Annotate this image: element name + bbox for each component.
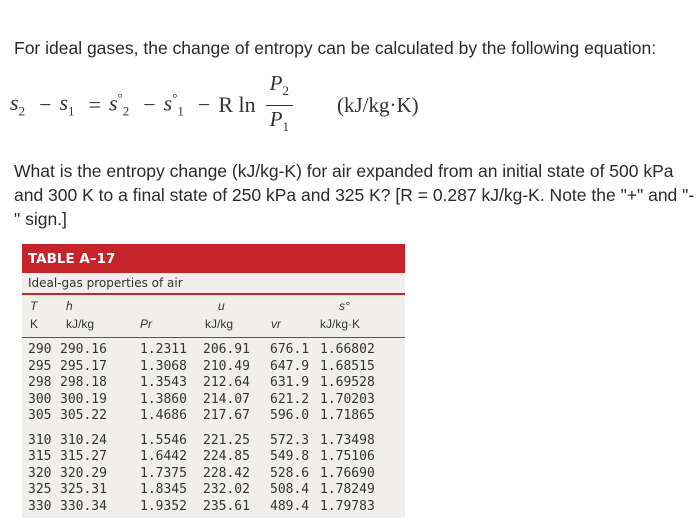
table-cell-s: 1.71865 <box>320 408 375 423</box>
table-cell-u: 210.49 <box>203 358 250 374</box>
table-cell-s: 1.76690 <box>320 465 375 481</box>
header-vr: vr <box>271 317 281 331</box>
table-cell-pr: 1.2311 <box>140 342 187 357</box>
table-cell-pr: 1.3068 <box>140 358 187 374</box>
table-cell-s: 1.70203 <box>320 391 375 407</box>
table-cell-pr: 1.9352 <box>140 498 187 514</box>
table-cell-h: 300.19 <box>60 391 107 407</box>
table-cell-u: 232.02 <box>203 482 250 497</box>
table-cell-pr: 1.8345 <box>140 482 187 497</box>
eq-equals: = <box>88 92 101 117</box>
header-pr: Pr <box>140 317 152 331</box>
table-cell-vr: 528.6 <box>270 465 310 481</box>
table-cell-vr: 508.4 <box>270 482 310 497</box>
table-row <box>22 392 405 409</box>
eq-s1: $s_1$ <box>59 90 75 119</box>
table-cell-h: 325.31 <box>60 482 107 497</box>
table-row <box>22 482 405 499</box>
table-cell-s: 1.69528 <box>320 375 375 390</box>
table-row <box>22 375 405 392</box>
table-cell-vr: 631.9 <box>270 375 310 390</box>
table-cell-u: 206.91 <box>203 342 250 357</box>
table-cell-pr: 1.3543 <box>140 375 187 390</box>
table-cell-t: 300 <box>28 391 52 407</box>
table-cell-h: 290.16 <box>60 342 107 357</box>
table-cell-vr: 676.1 <box>270 342 310 357</box>
eq-denominator: $P_1$ <box>269 106 289 134</box>
table-cell-t: 310 <box>28 432 52 448</box>
table-row-group <box>22 338 405 425</box>
eq-units: (kJ/kg·K) <box>336 92 419 117</box>
table-cell-pr: 1.6442 <box>140 449 187 464</box>
table-cell-h: 298.18 <box>60 375 107 390</box>
header-t: T <box>30 299 38 313</box>
property-table <box>22 244 405 518</box>
intro-text: For ideal gases, the change of entropy can be calculated by the following equation: <box>14 38 657 58</box>
table-cell-s: 1.66802 <box>320 342 375 357</box>
table-cell-t: 305 <box>28 408 52 423</box>
table-cell-t: 330 <box>28 498 52 514</box>
eq-r-ln: R ln <box>218 92 256 117</box>
table-cell-u: 217.67 <box>203 408 250 423</box>
table-cell-h: 320.29 <box>60 465 107 481</box>
table-row <box>22 466 405 483</box>
table-cell-h: 330.34 <box>60 498 107 514</box>
eq-numerator: $P_2$ <box>266 70 293 105</box>
eq-minus-1: − <box>39 92 52 117</box>
table-cell-u: 214.07 <box>203 391 250 407</box>
table-cell-h: 310.24 <box>60 432 107 448</box>
header-s: s° <box>339 299 350 313</box>
table-cell-t: 315 <box>28 449 52 464</box>
table-cell-u: 235.61 <box>203 498 250 514</box>
table-row <box>22 449 405 466</box>
eq-s2: $s_2$ <box>10 90 26 119</box>
eq-minus-3: − <box>197 92 211 117</box>
eq-s2-standard: $s^\circ_2$ <box>108 90 130 119</box>
table-cell-s: 1.79783 <box>320 498 375 514</box>
table-cell-vr: 549.8 <box>270 449 310 464</box>
eq-s1-standard: $s^\circ_1$ <box>163 90 184 119</box>
table-cell-s: 1.73498 <box>320 432 375 448</box>
table-cell-u: 224.85 <box>203 449 250 464</box>
table-cell-t: 320 <box>28 465 52 481</box>
table-cell-s: 1.75106 <box>320 449 375 464</box>
table-cell-h: 315.27 <box>60 449 107 464</box>
table-cell-h: 295.17 <box>60 358 107 374</box>
table-row-group <box>22 429 405 516</box>
table-row <box>22 359 405 376</box>
table-cell-t: 325 <box>28 482 52 497</box>
table-cell-pr: 1.4686 <box>140 408 187 423</box>
table-cell-pr: 1.7375 <box>140 465 187 481</box>
table-cell-vr: 489.4 <box>270 498 310 514</box>
table-cell-s: 1.68515 <box>320 358 375 374</box>
header-h: h <box>66 299 73 313</box>
table-row <box>22 408 405 425</box>
table-title: TABLE A–17 <box>22 244 405 273</box>
table-cell-u: 221.25 <box>203 432 250 448</box>
header-u-unit: kJ/kg <box>205 317 234 331</box>
table-cell-u: 212.64 <box>203 375 250 390</box>
table-cell-t: 290 <box>28 342 52 357</box>
table-cell-h: 305.22 <box>60 408 107 423</box>
table-cell-t: 298 <box>28 375 52 390</box>
header-t-unit: K <box>30 317 39 331</box>
eq-minus-2: − <box>143 92 156 117</box>
header-s-unit: kJ/kg·K <box>320 317 361 331</box>
table-body <box>22 338 405 515</box>
table-subtitle: Ideal-gas properties of air <box>22 273 405 295</box>
table-cell-pr: 1.3860 <box>140 391 187 407</box>
table-cell-s: 1.78249 <box>320 482 375 497</box>
table-cell-vr: 647.9 <box>270 358 310 374</box>
eq-pressure-ratio <box>266 70 293 139</box>
question-text: What is the entropy change (kJ/kg-K) for air expanded from an initial state of 500 kPa and 300 K to a final state of 250 kPa and 325 K? [R = 0.287 kJ/kg-K. Note the "+" and "-" sign.] <box>14 161 695 229</box>
table-cell-u: 228.42 <box>203 465 250 481</box>
header-u: u <box>218 299 225 313</box>
table-cell-t: 295 <box>28 358 52 374</box>
table-cell-vr: 621.2 <box>270 391 310 407</box>
table-column-headers <box>22 295 405 338</box>
entropy-equation <box>10 70 610 140</box>
table-cell-vr: 596.0 <box>270 408 310 423</box>
table-row <box>22 499 405 516</box>
table-row <box>22 342 405 359</box>
header-h-unit: kJ/kg <box>66 317 95 331</box>
table-cell-vr: 572.3 <box>270 432 310 448</box>
table-row <box>22 433 405 450</box>
table-cell-pr: 1.5546 <box>140 432 187 448</box>
